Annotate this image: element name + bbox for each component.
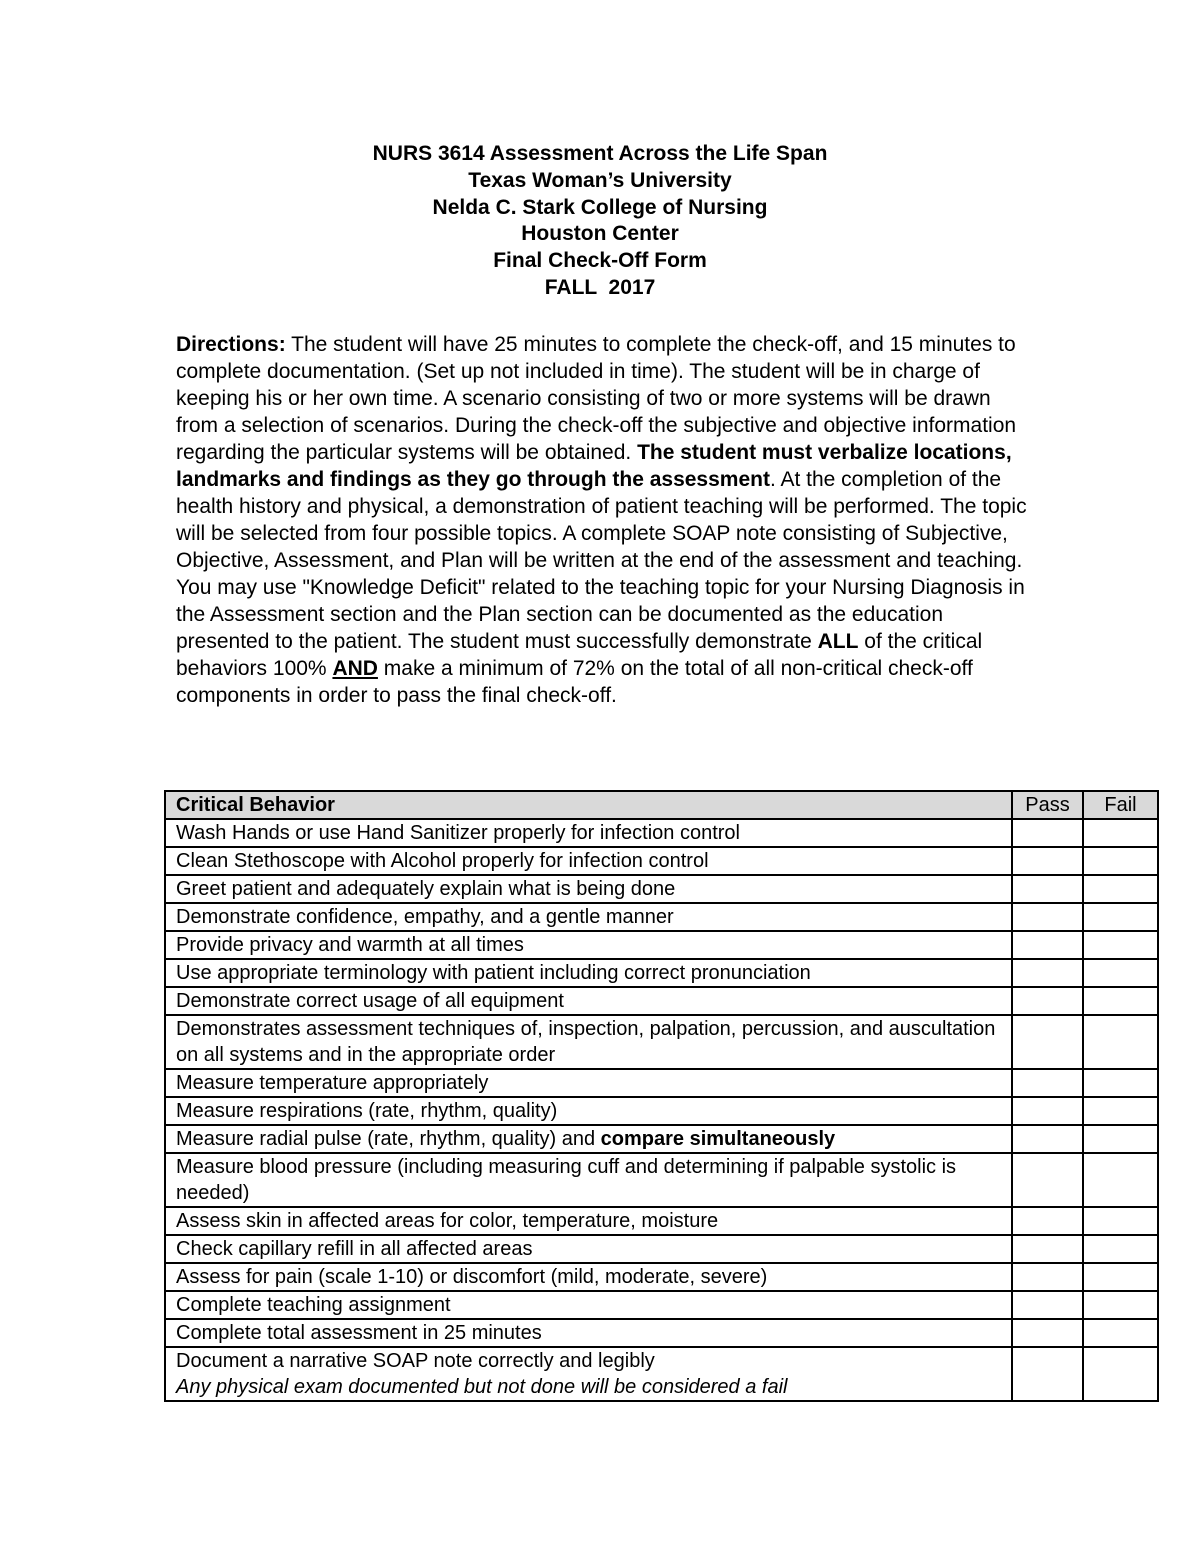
fail-cell[interactable] [1083,1097,1158,1125]
fail-cell[interactable] [1083,1263,1158,1291]
pass-cell[interactable] [1012,1347,1083,1401]
fail-cell[interactable] [1083,903,1158,931]
university-name: Texas Woman’s University [468,168,732,192]
pass-cell[interactable] [1012,1069,1083,1097]
behavior-cell: Measure blood pressure (including measuring cuff and determining if palpable systolic is needed) [165,1153,1012,1207]
pass-cell[interactable] [1012,819,1083,847]
table-row [165,987,1158,1015]
directions-text-3: of the critical behaviors 100% [176,630,983,680]
directions-emphasis-and-underline: AND [332,657,378,680]
center-name: Houston Center [521,222,679,246]
table-row [165,1069,1158,1097]
pass-cell[interactable] [1012,1015,1083,1069]
pass-cell[interactable] [1012,1153,1083,1207]
behavior-cell: Clean Stethoscope with Alcohol properly for infection control [165,847,1012,875]
fail-cell[interactable] [1083,1125,1158,1153]
soap-note-warning: Any physical exam documented but not done will be considered a fail [176,1376,788,1398]
pass-cell[interactable] [1012,1319,1083,1347]
table-row [165,1263,1158,1291]
pass-cell[interactable] [1012,1235,1083,1263]
pass-cell[interactable] [1012,1097,1083,1125]
table-row [165,931,1158,959]
fail-header: Fail [1083,791,1158,819]
behavior-cell: Check capillary refill in all affected areas [165,1235,1012,1263]
fail-cell[interactable] [1083,819,1158,847]
behavior-cell: Greet patient and adequately explain what is being done [165,875,1012,903]
behavior-cell: Use appropriate terminology with patient including correct pronunciation [165,959,1012,987]
directions-label: Directions: [176,333,286,356]
directions-text-1: The student will have 25 minutes to complete the check-off, and 15 minutes to complete documentation. (Set up not included in time). The student will be in charge of keeping his or her own time. A scenario consisting of two or more systems will be drawn from a selection of scenarios. During the check-off the subjective and objective information regarding the particular systems will be obtained. [176,333,1017,464]
behavior-cell: Wash Hands or use Hand Sanitizer properly for infection control [165,819,1012,847]
fail-cell[interactable] [1083,1319,1158,1347]
pass-cell[interactable] [1012,847,1083,875]
behavior-cell: Demonstrates assessment techniques of, inspection, palpation, percussion, and auscultation on all systems and in the appropriate order [165,1015,1012,1069]
term: FALL 2017 [544,275,656,299]
fail-cell[interactable] [1083,931,1158,959]
critical-behavior-table [164,790,1159,1402]
behavior-text: Document a narrative SOAP note correctly and legibly [176,1350,655,1372]
fail-cell[interactable] [1083,1069,1158,1097]
directions-emphasis-all: ALL [817,630,859,653]
fail-cell[interactable] [1083,1015,1158,1069]
fail-cell[interactable] [1083,1347,1158,1401]
table-row [165,1291,1158,1319]
table-header-row [165,791,1158,819]
table-row [165,1207,1158,1235]
pass-cell[interactable] [1012,1291,1083,1319]
pass-cell[interactable] [1012,931,1083,959]
behavior-cell: Provide privacy and warmth at all times [165,931,1012,959]
behavior-cell: Demonstrate confidence, empathy, and a gentle manner [165,903,1012,931]
table-row [165,875,1158,903]
course-title: NURS 3614 Assessment Across the Life Span [372,142,828,165]
fail-cell[interactable] [1083,847,1158,875]
behavior-cell: Measure respirations (rate, rhythm, quality) [165,1097,1012,1125]
pass-cell[interactable] [1012,903,1083,931]
table-row [165,1125,1158,1153]
pass-cell[interactable] [1012,875,1083,903]
pass-cell[interactable] [1012,1263,1083,1291]
behavior-cell [165,1125,1012,1153]
table-row [165,1347,1158,1401]
fail-cell[interactable] [1083,987,1158,1015]
behavior-cell: Assess for pain (scale 1-10) or discomfort (mild, moderate, severe) [165,1263,1012,1291]
fail-cell[interactable] [1083,1235,1158,1263]
behavior-emphasis: compare simultaneously [600,1128,836,1150]
table-row [165,959,1158,987]
behavior-text: Measure radial pulse (rate, rhythm, quality) and [176,1128,601,1150]
table-row [165,903,1158,931]
college-name: Nelda C. Stark College of Nursing [432,195,768,219]
directions-emphasis-verbalize: The student must verbalize locations, landmarks and findings as they go through the assessment [176,441,1012,491]
directions-emphasis-and [332,657,378,680]
behavior-cell: Complete total assessment in 25 minutes [165,1319,1012,1347]
table-row [165,847,1158,875]
fail-cell[interactable] [1083,1153,1158,1207]
form-header [0,141,1200,302]
directions-text-4: make a minimum of 72% on the total of all non-critical check-off components in order to pass the final check-off. [176,657,973,707]
pass-cell[interactable] [1012,987,1083,1015]
form-title: Final Check-Off Form [493,249,707,273]
fail-cell[interactable] [1083,1207,1158,1235]
behavior-cell: Measure temperature appropriately [165,1069,1012,1097]
pass-cell[interactable] [1012,1207,1083,1235]
table-row [165,1235,1158,1263]
behavior-cell: Complete teaching assignment [165,1291,1012,1319]
fail-cell[interactable] [1083,875,1158,903]
behavior-cell: Assess skin in affected areas for color, temperature, moisture [165,1207,1012,1235]
directions-paragraph [176,331,1036,709]
critical-behavior-header: Critical Behavior [165,791,1012,819]
fail-cell[interactable] [1083,959,1158,987]
behavior-cell: Demonstrate correct usage of all equipment [165,987,1012,1015]
fail-cell[interactable] [1083,1291,1158,1319]
pass-cell[interactable] [1012,1125,1083,1153]
behavior-cell [165,1347,1012,1401]
table-row [165,1015,1158,1069]
table-row [165,819,1158,847]
pass-header: Pass [1012,791,1083,819]
table-row [165,1097,1158,1125]
table-row [165,1153,1158,1207]
pass-cell[interactable] [1012,959,1083,987]
directions-text-2: . At the completion of the health history and physical, a demonstration of patient teaching will be performed. The topic will be selected from four possible topics. A complete SOAP note consisting of Subjective, Objective, Assessment, and Plan will be written at the end of the assessment and teaching. You may use "Knowledge Deficit" related to the teaching topic for your Nursing Diagnosis in the Assessment section and the Plan section can be documented as the education presented to the patient. The student must successfully demonstrate [176,468,1027,653]
table-row [165,1319,1158,1347]
